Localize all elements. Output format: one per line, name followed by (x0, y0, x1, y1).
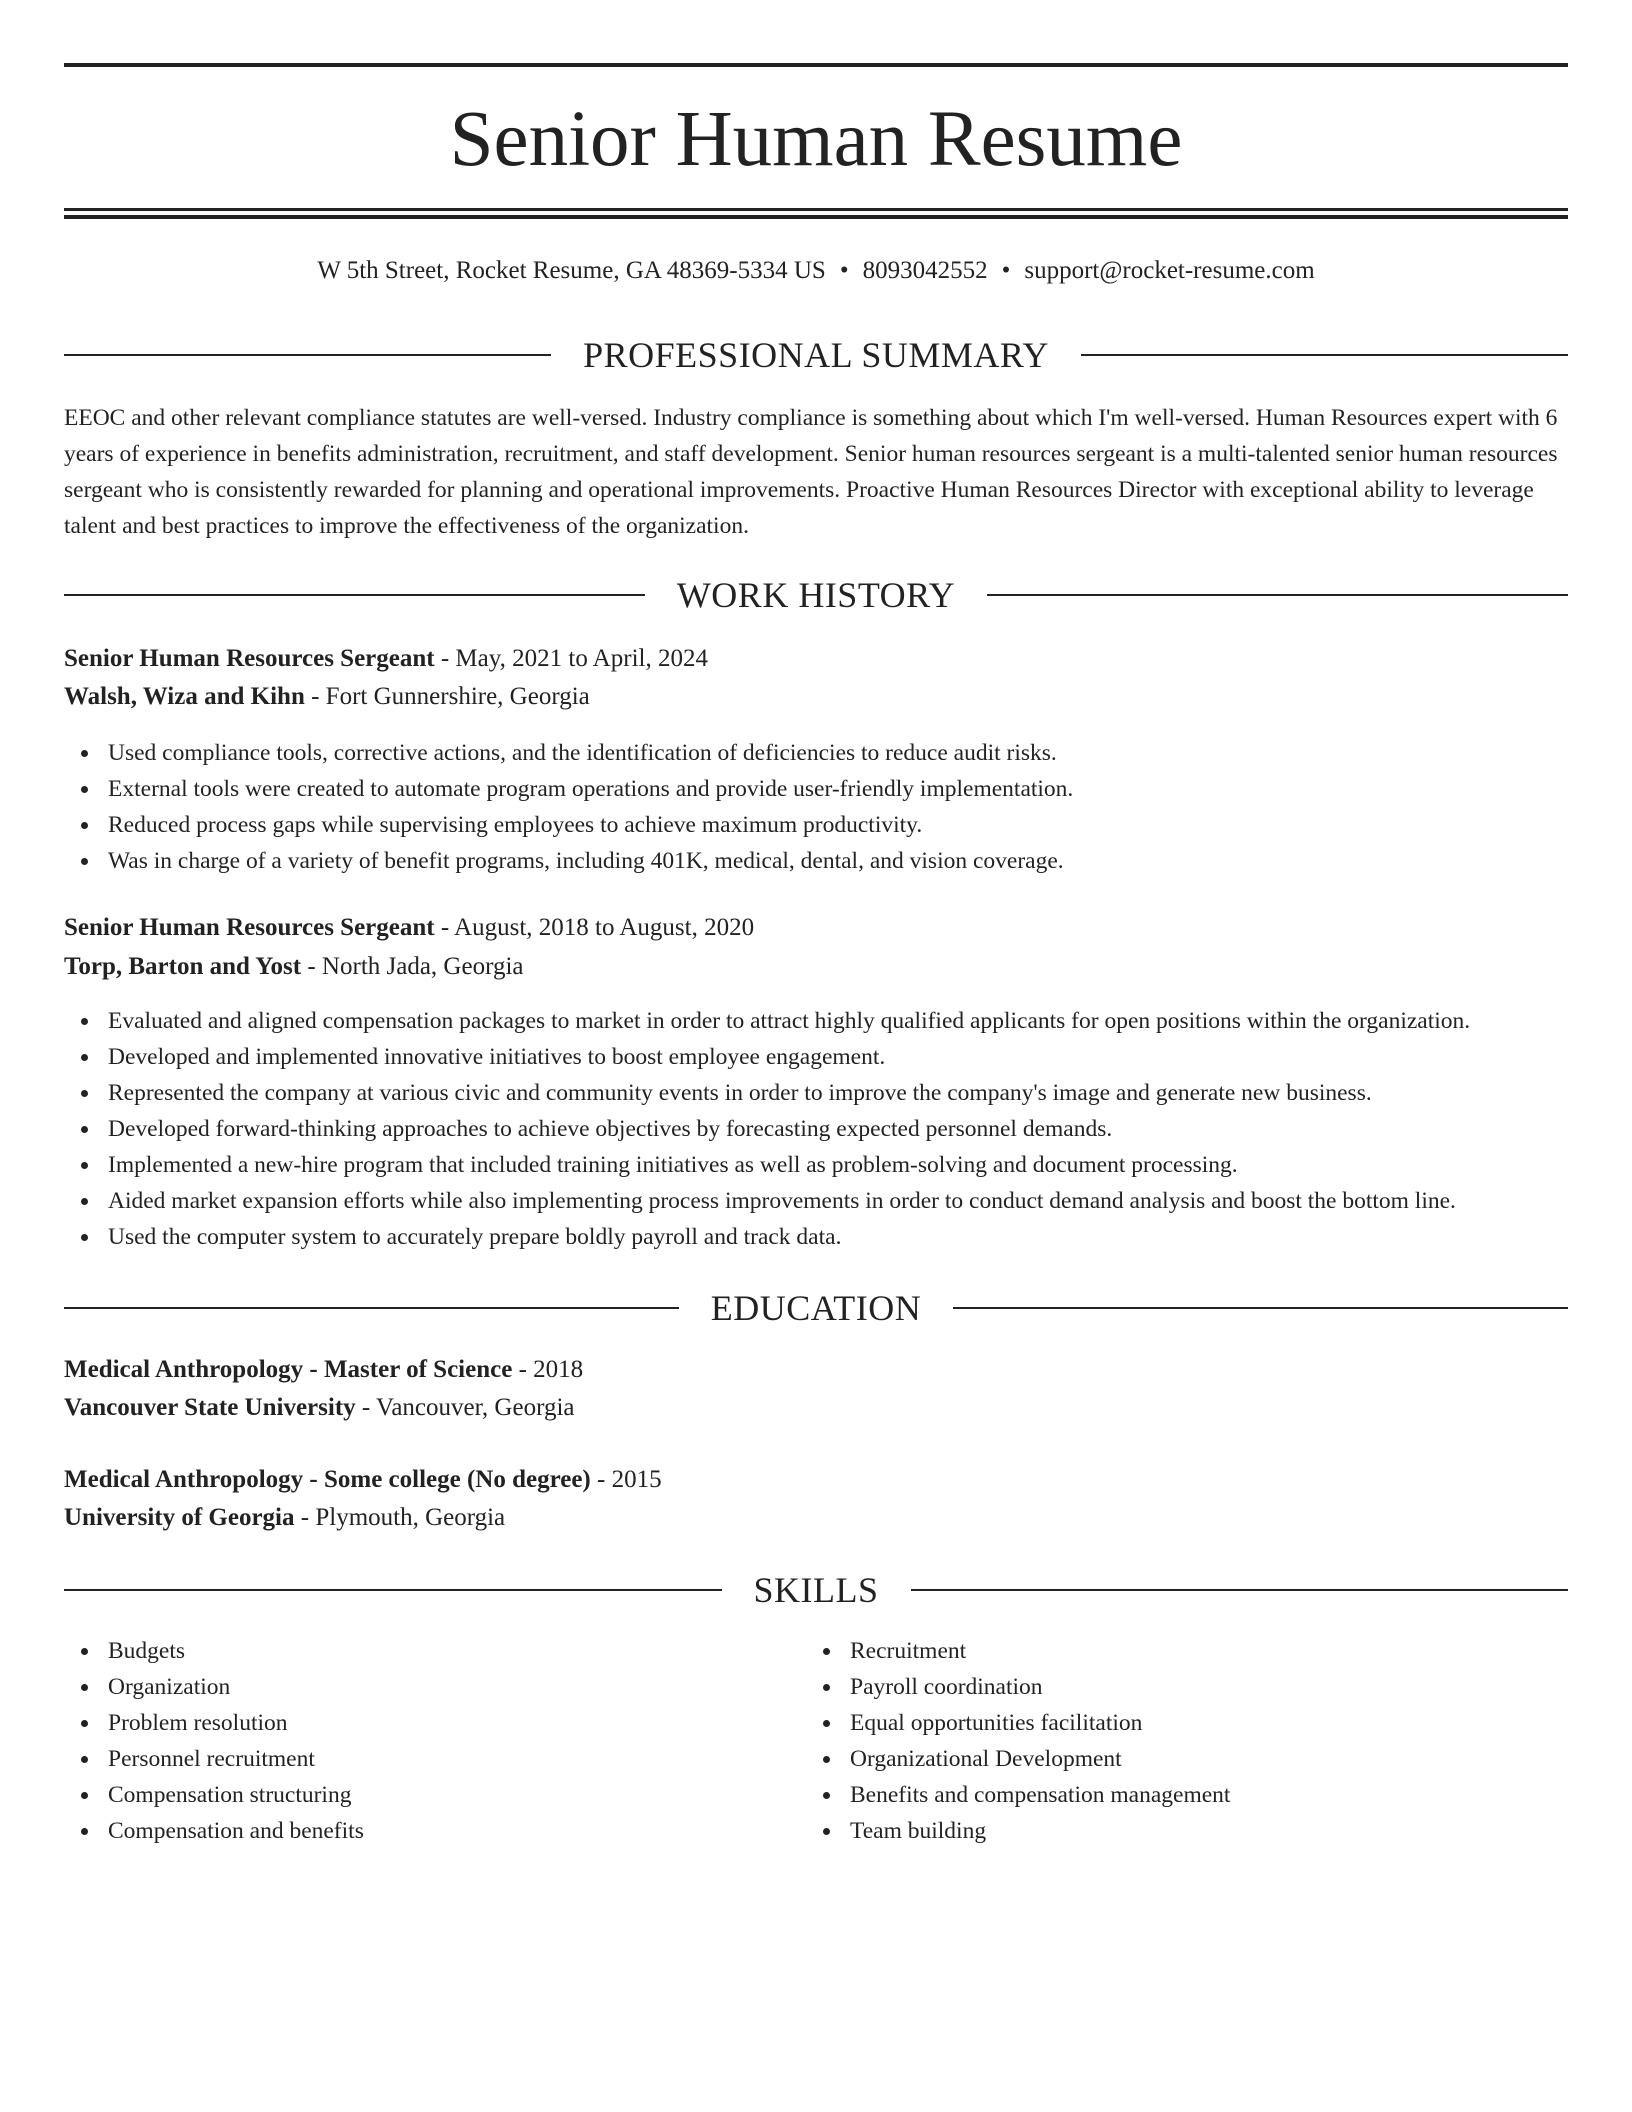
job-dates: - August, 2018 to August, 2020 (434, 914, 755, 941)
education-location: - Plymouth, Georgia (294, 1504, 506, 1531)
skill-item: Budgets (64, 1633, 764, 1669)
job-dates: - May, 2021 to April, 2024 (434, 645, 708, 672)
list-item: Used the computer system to accurately prepare boldly payroll and track data. (64, 1219, 1584, 1255)
skill-item: Personnel recruitment (64, 1741, 764, 1777)
section-heading-summary (64, 333, 1568, 377)
education-degree-line (64, 1463, 1568, 1497)
section-heading-work-history (64, 573, 1568, 617)
job-title: Senior Human Resources Sergeant (64, 914, 435, 941)
resume-name: Senior Human Resume (449, 96, 1183, 183)
heading-rule-right (953, 1307, 1568, 1309)
heading-rule-left (64, 1307, 679, 1309)
skill-item: Compensation structuring (64, 1777, 764, 1813)
skill-item: Organizational Development (806, 1741, 1506, 1777)
heading-rule-right (987, 594, 1568, 596)
contact-separator: • (839, 257, 849, 284)
education-degree: Medical Anthropology - Master of Science (64, 1356, 513, 1383)
job-title-line (64, 642, 1568, 676)
section-title: EDUCATION (710, 1288, 922, 1328)
job-bullets (64, 1003, 1584, 1255)
job-bullets (64, 735, 1584, 879)
skill-item: Problem resolution (64, 1705, 764, 1741)
list-item: Implemented a new-hire program that included training initiatives as well as problem-solving and document processing. (64, 1147, 1584, 1183)
job-company: Torp, Barton and Yost (64, 953, 302, 980)
job-location: - North Jada, Georgia (301, 953, 524, 980)
education-degree-line (64, 1353, 1568, 1387)
section-heading-skills (64, 1568, 1568, 1612)
skills-list-left (64, 1633, 764, 1849)
heading-rule-left (64, 1589, 722, 1591)
education-school-line (64, 1391, 1568, 1425)
list-item: Was in charge of a variety of benefit programs, including 401K, medical, dental, and vision coverage. (64, 843, 1584, 879)
header-double-rule-upper (64, 208, 1568, 211)
contact-address: W 5th Street, Rocket Resume, GA 48369-5334 US (317, 257, 826, 284)
header-top-rule (64, 63, 1568, 67)
list-item: External tools were created to automate program operations and provide user-friendly implementation. (64, 771, 1584, 807)
section-title: SKILLS (753, 1570, 879, 1610)
job-title-line (64, 911, 1568, 945)
education-degree: Medical Anthropology - Some college (No degree) (64, 1466, 591, 1493)
section-title: PROFESSIONAL SUMMARY (583, 335, 1049, 375)
heading-rule-right (1081, 354, 1568, 356)
contact-email: support@rocket-resume.com (1024, 257, 1315, 284)
contact-phone: 8093042552 (862, 257, 988, 284)
job-company-line (64, 680, 1568, 714)
education-school-line (64, 1501, 1568, 1535)
skill-item: Payroll coordination (806, 1669, 1506, 1705)
contact-separator: • (1001, 257, 1011, 284)
heading-rule-right (911, 1589, 1569, 1591)
list-item: Developed and implemented innovative initiatives to boost employee engagement. (64, 1039, 1584, 1075)
education-school: Vancouver State University (64, 1394, 356, 1421)
section-heading-education (64, 1286, 1568, 1330)
education-year: - 2015 (590, 1466, 662, 1493)
skill-item: Organization (64, 1669, 764, 1705)
skill-item: Recruitment (806, 1633, 1506, 1669)
skills-list-right (806, 1633, 1506, 1849)
header-double-rule-lower (64, 215, 1568, 219)
section-title: WORK HISTORY (676, 575, 956, 615)
list-item: Reduced process gaps while supervising employees to achieve maximum productivity. (64, 807, 1584, 843)
skill-item: Equal opportunities facilitation (806, 1705, 1506, 1741)
list-item: Aided market expansion efforts while also implementing process improvements in order to conduct demand analysis and boost the bottom line. (64, 1183, 1584, 1219)
skill-item: Benefits and compensation management (806, 1777, 1506, 1813)
education-school: University of Georgia (64, 1504, 295, 1531)
education-location: - Vancouver, Georgia (355, 1394, 575, 1421)
list-item: Evaluated and aligned compensation packages to market in order to attract highly qualified applicants for open positions within the organization. (64, 1003, 1584, 1039)
list-item: Used compliance tools, corrective actions, and the identification of deficiencies to reduce audit risks. (64, 735, 1584, 771)
job-company-line (64, 950, 1568, 984)
summary-paragraph: EEOC and other relevant compliance statutes are well-versed. Industry compliance is something about which I'm well-versed. Human Resources expert with 6 years of experience in benefits administration, recruitment, and staff development. Senior human resources sergeant is a multi-talented senior human resources sergeant who is consistently rewarded for planning and operational improvements. Proactive Human Resources Director with exceptional ability to leverage talent and best practices to improve the effectiveness of the organization. (64, 405, 1558, 539)
job-location: - Fort Gunnershire, Georgia (304, 683, 590, 710)
skill-item: Team building (806, 1813, 1506, 1849)
skill-item: Compensation and benefits (64, 1813, 764, 1849)
contact-line (64, 255, 1568, 287)
job-company: Walsh, Wiza and Kihn (64, 683, 305, 710)
heading-rule-left (64, 354, 551, 356)
education-year: - 2018 (512, 1356, 584, 1383)
list-item: Represented the company at various civic and community events in order to improve the company's image and generate new business. (64, 1075, 1584, 1111)
list-item: Developed forward-thinking approaches to achieve objectives by forecasting expected personnel demands. (64, 1111, 1584, 1147)
heading-rule-left (64, 594, 645, 596)
job-title: Senior Human Resources Sergeant (64, 645, 435, 672)
